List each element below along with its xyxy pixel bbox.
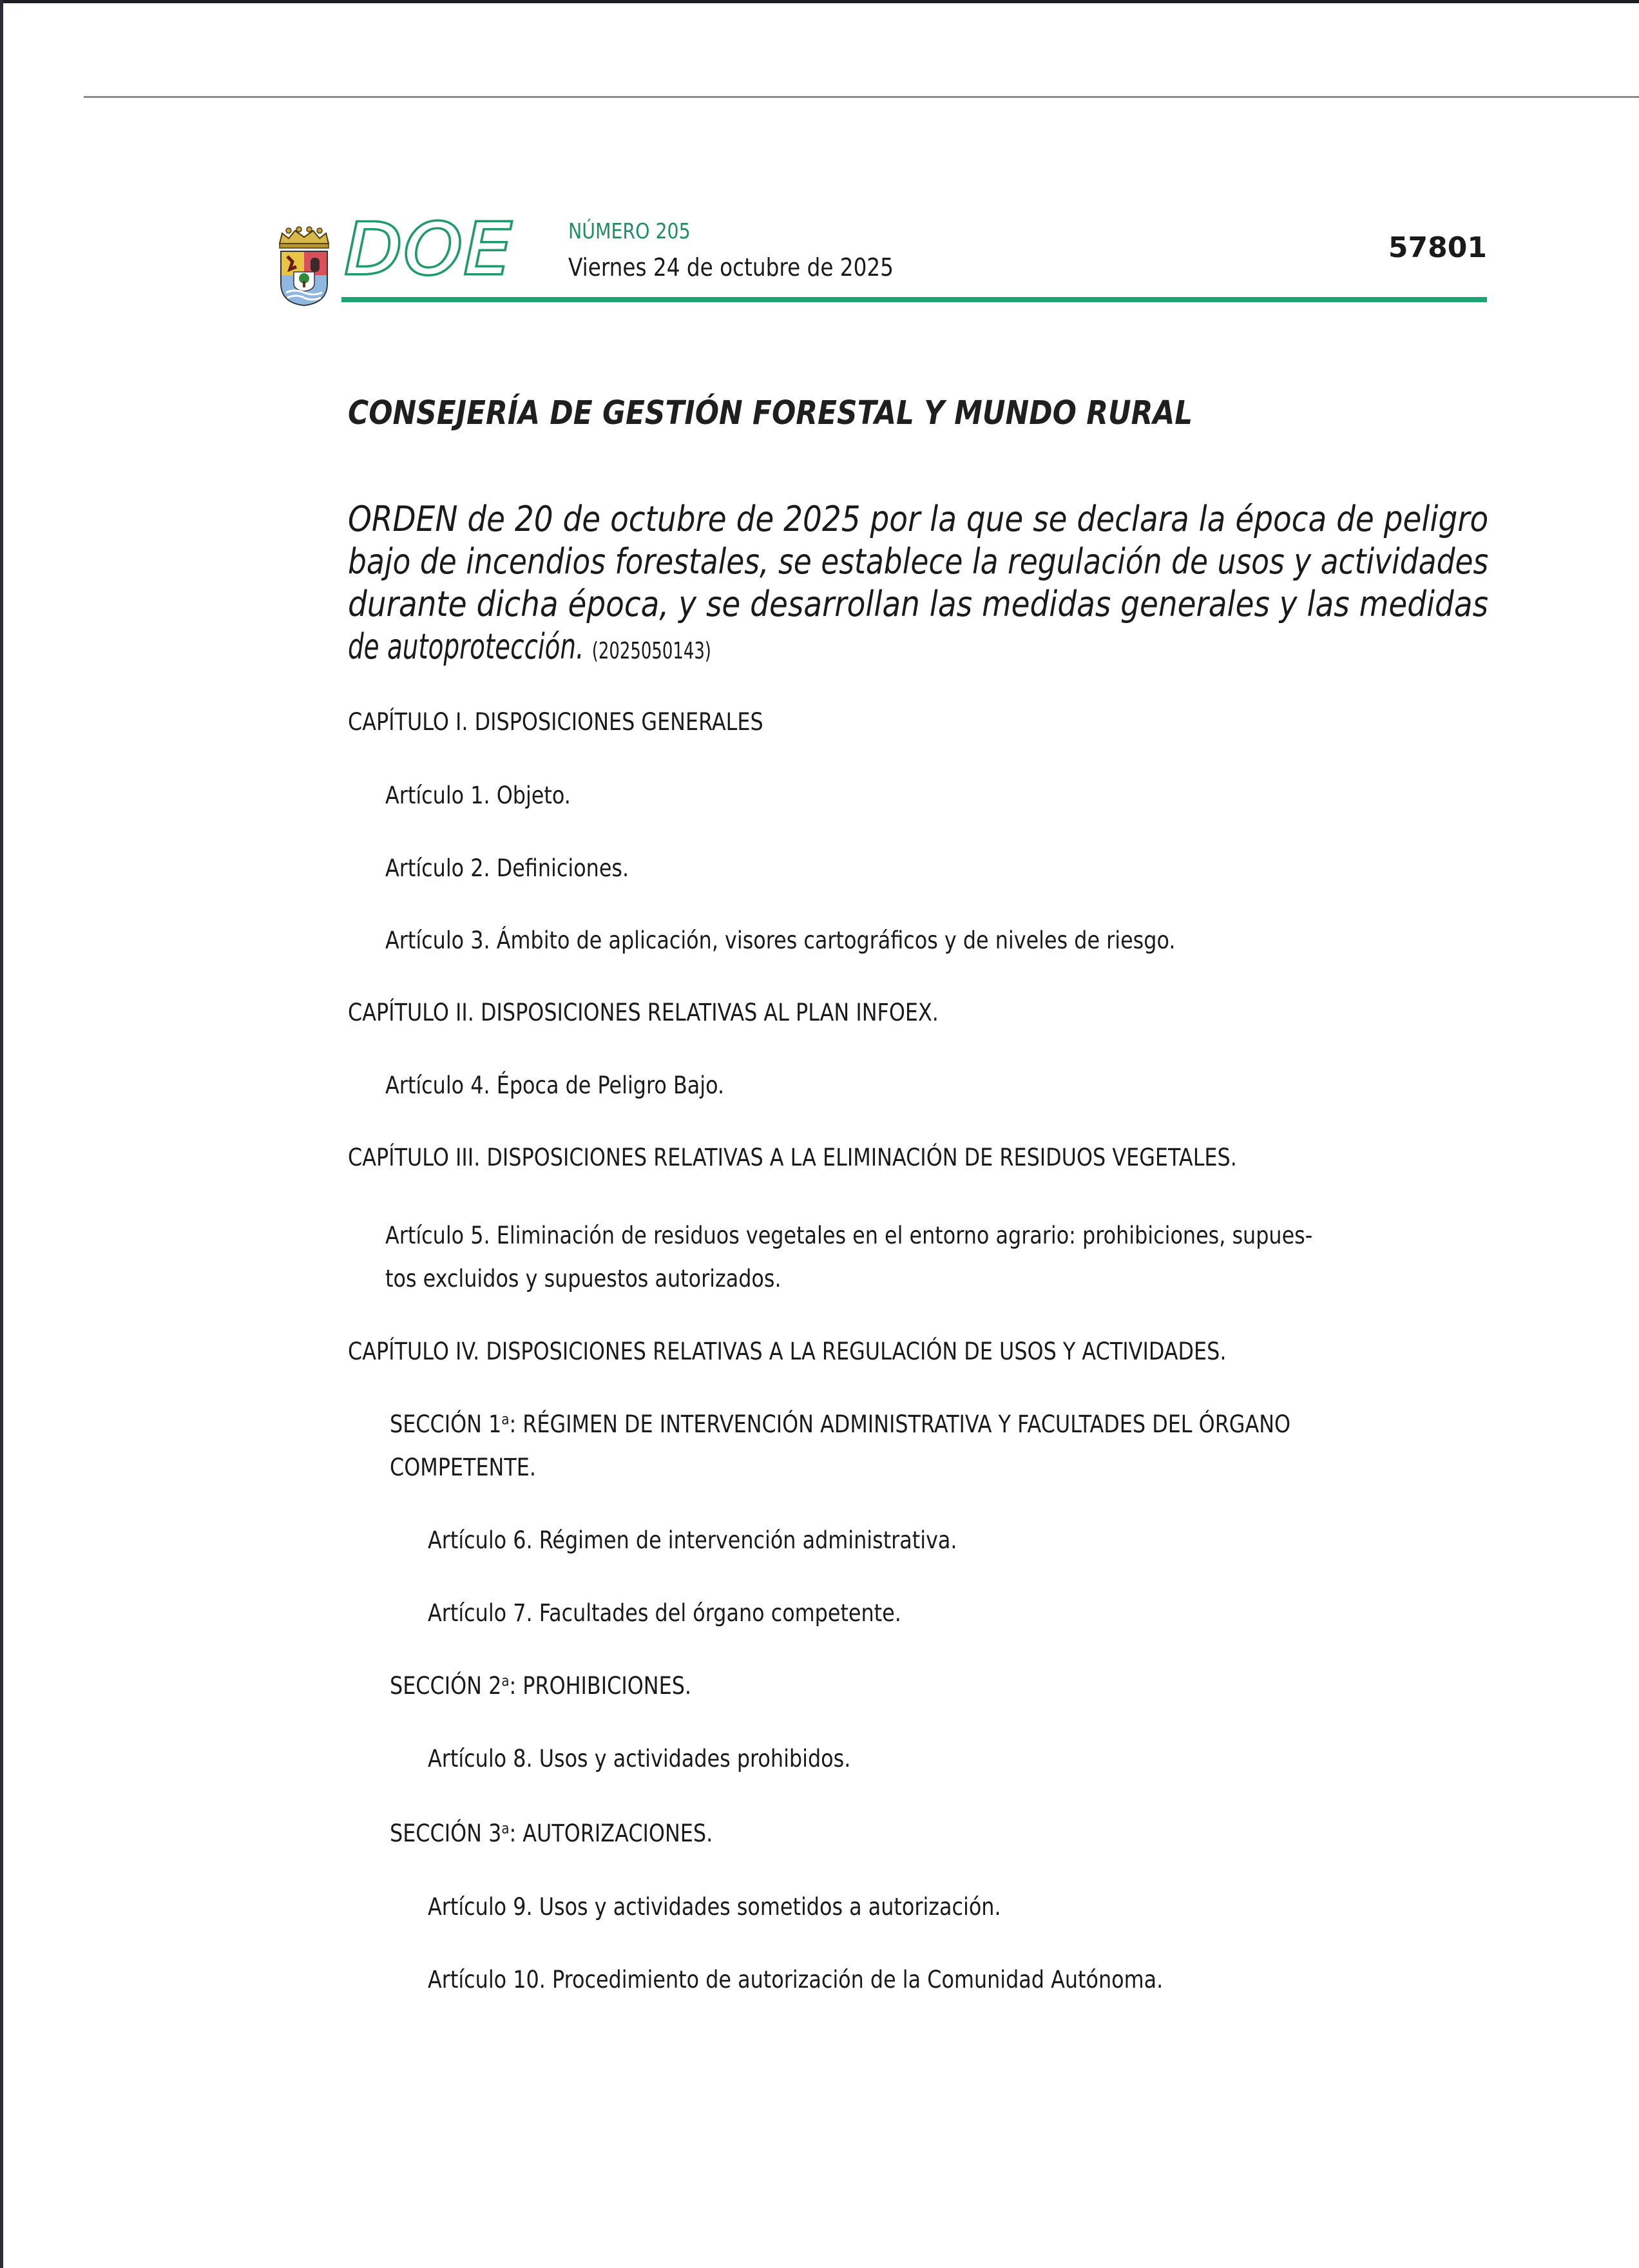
doe-logo: DOE bbox=[345, 209, 513, 290]
department-title: CONSEJERÍA DE GESTIÓN FORESTAL Y MUNDO RURAL bbox=[348, 394, 1193, 432]
scan-artifact-rule bbox=[84, 96, 1639, 98]
order-line: de autoprotección. (2025050143) bbox=[348, 626, 711, 667]
toc-section-1: SECCIÓN 1$^a$: RÉGIMEN DE INTERVENCIÓN ADMINISTRATIVA Y FACULTADES DEL ÓRGANO bbox=[390, 1410, 1291, 1438]
order-line: ORDEN de 20 de octubre de 2025 por la que se declara la época de peligro bbox=[348, 499, 1489, 539]
toc-section-2: SECCIÓN 2$^a$: PROHIBICIONES. bbox=[390, 1672, 692, 1700]
issue-number: NÚMERO 205 bbox=[568, 218, 691, 244]
toc-article-5: Artículo 5. Eliminación de residuos vegetales en el entorno agrario: prohibiciones, supues- bbox=[385, 1222, 1313, 1249]
toc-chapter-2: CAPÍTULO II. DISPOSICIONES RELATIVAS AL PLAN INFOEX. bbox=[348, 999, 939, 1026]
toc-article-1: Artículo 1. Objeto. bbox=[385, 782, 571, 809]
toc-article-3: Artículo 3. Ámbito de aplicación, visores cartográficos y de niveles de riesgo. bbox=[385, 927, 1176, 954]
scan-border-top bbox=[0, 0, 1639, 3]
scan-border-left bbox=[0, 0, 3, 2268]
toc-chapter-3: CAPÍTULO III. DISPOSICIONES RELATIVAS A LA ELIMINACIÓN DE RESIDUOS VEGETALES. bbox=[348, 1144, 1237, 1171]
toc-article-4: Artículo 4. Época de Peligro Bajo. bbox=[385, 1072, 725, 1099]
toc-article-9: Artículo 9. Usos y actividades sometidos a autorización. bbox=[428, 1893, 1001, 1921]
order-line: durante dicha época, y se desarrollan las medidas generales y las medidas bbox=[348, 584, 1489, 624]
header-rule bbox=[341, 297, 1487, 302]
toc-article-8: Artículo 8. Usos y actividades prohibidos. bbox=[428, 1745, 851, 1773]
toc-article-7: Artículo 7. Facultades del órgano competente. bbox=[428, 1599, 901, 1627]
order-line: bajo de incendios forestales, se establece la regulación de usos y actividades bbox=[348, 541, 1489, 582]
toc-section-1-continued: COMPETENTE. bbox=[390, 1454, 537, 1481]
page-number: 57801 bbox=[1388, 231, 1487, 264]
coat-of-arms-icon bbox=[273, 224, 335, 307]
toc-article-10: Artículo 10. Procedimiento de autorización de la Comunidad Autónoma. bbox=[428, 1966, 1164, 1994]
toc-article-6: Artículo 6. Régimen de intervención administrativa. bbox=[428, 1526, 957, 1554]
issue-date: Viernes 24 de octubre de 2025 bbox=[568, 253, 894, 282]
toc-chapter-4: CAPÍTULO IV. DISPOSICIONES RELATIVAS A LA REGULACIÓN DE USOS Y ACTIVIDADES. bbox=[348, 1338, 1227, 1365]
toc-chapter-1: CAPÍTULO I. DISPOSICIONES GENERALES bbox=[348, 708, 763, 736]
order-reference: (2025050143) bbox=[591, 638, 711, 664]
toc-article-2: Artículo 2. Definiciones. bbox=[385, 854, 629, 882]
toc-section-3: SECCIÓN 3$^a$: AUTORIZACIONES. bbox=[390, 1820, 713, 1847]
toc-article-5-continued: tos excluidos y supuestos autorizados. bbox=[385, 1265, 781, 1293]
